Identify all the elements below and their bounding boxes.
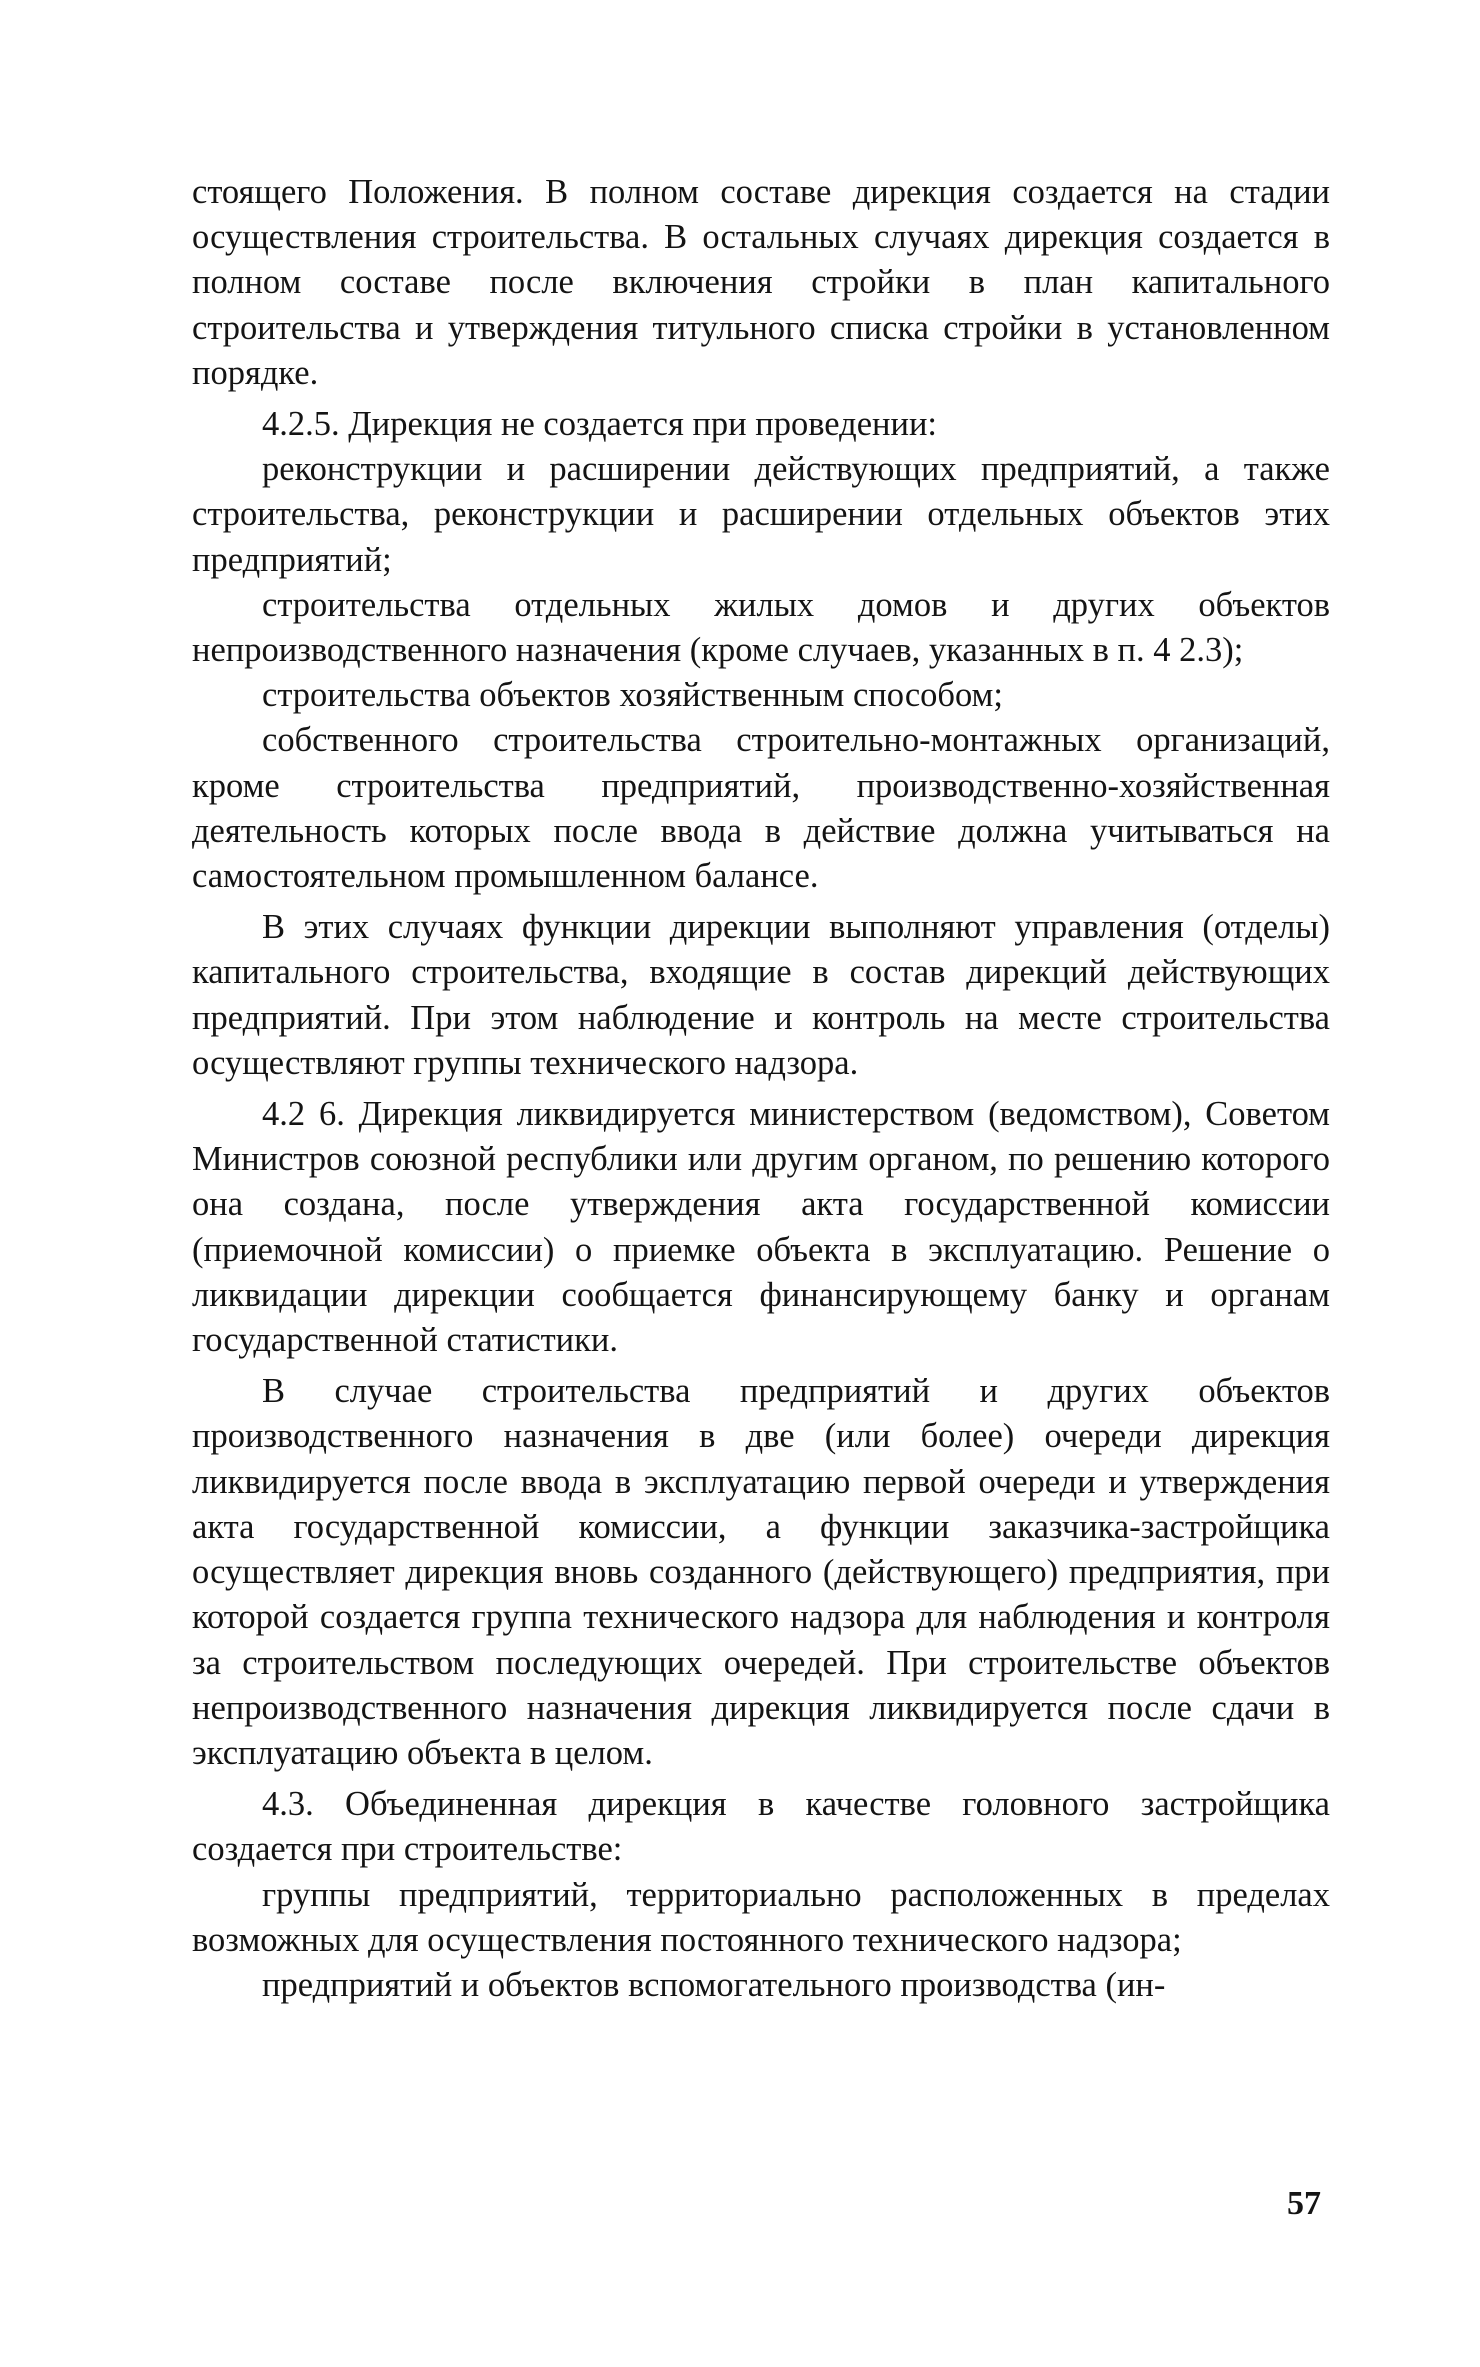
paragraph-functions: В этих случаях функции дирекции выполняют управления (отделы) капитального строительства, входящие в состав дирекций действующих предприятий. При этом наблюдение и контроль на месте строительства осуществляют группы технического надзора. — [192, 908, 1330, 1082]
paragraph-continuation: стоящего Положения. В полном составе дирекция создается на стадии осуществления строительства. В остальных случаях дирекция создается в полном составе после включения стройки в план капитального строительства и утверждения титульного списка стройки в установленном порядке. — [192, 173, 1330, 392]
paragraph-clause-4-3: 4.3. Объединенная дирекция в качестве головного застройщика создается при строительстве: — [192, 1785, 1330, 1869]
paragraph-reconstruction: реконструкции и расширении действующих предприятий, а также строительства, реконструкции и расширении отдельных объектов этих предприятий; — [192, 450, 1330, 579]
paragraph-housing: строительства отдельных жилых домов и других объектов непроизводственного назначения (кроме случаев, указанных в п. 4 2.3); — [192, 585, 1330, 670]
paragraph-stages: В случае строительства предприятий и других объектов производственного назначения в две (или более) очереди дирекция ликвидируется после ввода в эксплуатацию первой очереди и утверждения акта государственной комиссии, а функции заказчика-застройщика осуществляет дирекция вновь созданного (действующего) предприятия, при которой создается группа технического надзора для наблюдения и контроля за строительством последующих очередей. При строительстве объектов непроизводственного назначения дирекция ликвидируется после сдачи в эксплуатацию объекта в целом. — [192, 1372, 1330, 1772]
paragraph-own-construction: собственного строительства строительно-монтажных организаций, кроме строительства предприятий, производственно-хозяйственная деятельность которых после ввода в действие должна учитываться на самостоятельном промышленном балансе. — [192, 721, 1330, 896]
paragraph-household-method: строительства объектов хозяйственным способом; — [262, 676, 1003, 715]
paragraph-clause-4-2-5: 4.2.5. Дирекция не создается при проведении: — [262, 405, 937, 444]
paragraph-group-enterprises: группы предприятий, территориально расположенных в пределах возможных для осуществления постоянного технического надзора; — [192, 1875, 1330, 1959]
page-number: 57 — [1287, 2185, 1321, 2222]
document-page — [192, 170, 1330, 2008]
paragraph-auxiliary-production: предприятий и объектов вспомогательного производства (ин- — [262, 1965, 1166, 2004]
paragraph-clause-4-2-6: 4.2 6. Дирекция ликвидируется министерством (ведомством), Советом Министров союзной республики или другим органом, по решению которого она создана, после утверждения акта государственной комиссии (приемочной комиссии) о приемке объекта в эксплуатацию. Решение о ликвидации дирекции сообщается финансирующему банку и органам государственной статистики. — [192, 1095, 1330, 1360]
